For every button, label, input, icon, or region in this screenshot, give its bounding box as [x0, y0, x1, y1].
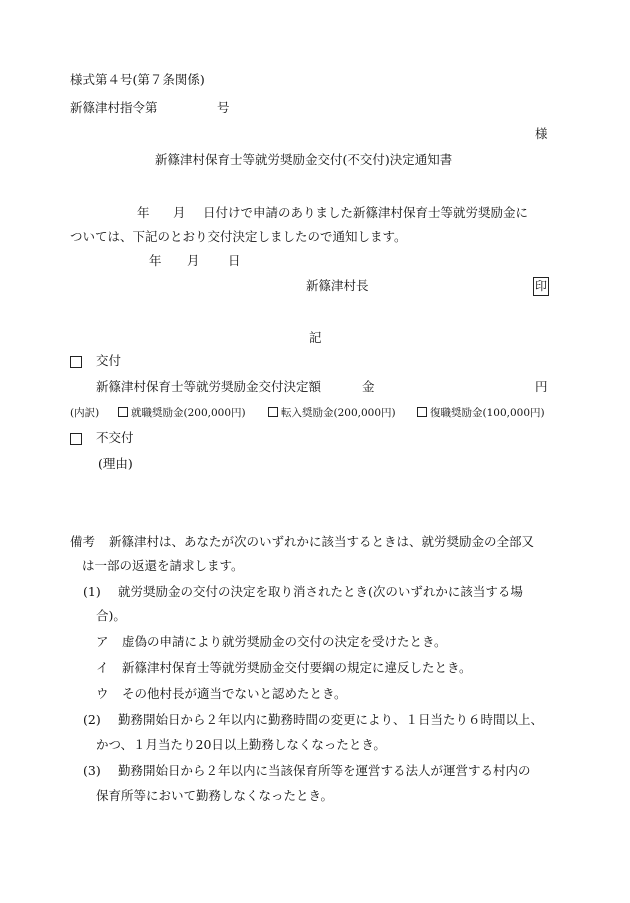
item-3-number: (3) [83, 763, 101, 778]
nongrant-label: 不交付 [96, 430, 134, 445]
issue-month: 月 [187, 253, 200, 268]
relocation-checkbox[interactable] [268, 407, 278, 417]
item-1-line-2: 合)。 [96, 608, 126, 623]
document-title: 新篠津村保育士等就労奨励金交付(不交付)決定通知書 [155, 152, 453, 167]
sub-u-mark: ウ [96, 686, 109, 701]
seal-box: 印 [533, 277, 549, 296]
item-1-number: (1) [83, 584, 101, 599]
item-2-line-2: かつ、１月当たり20日以上勤務しなくなったとき。 [96, 737, 386, 752]
sub-i-mark: イ [96, 660, 109, 675]
breakdown-label: (内訳) [70, 407, 100, 419]
reason-label: (理由) [98, 456, 133, 471]
sub-a-text: 虚偽の申請により就労奨励金の交付の決定を受けたとき。 [122, 634, 447, 649]
sub-u-text: その他村長が適当でないと認めたとき。 [122, 686, 347, 701]
ki-heading: 記 [309, 330, 322, 345]
issue-day: 日 [228, 253, 241, 268]
sub-i-text: 新篠津村保育士等就労奨励金交付要綱の規定に違反したとき。 [122, 660, 472, 675]
item-1-line-1: 就労奨励金の交付の決定を取り消されたとき(次のいずれかに該当する場 [118, 584, 523, 599]
sub-a-mark: ア [96, 634, 109, 649]
grant-label: 交付 [96, 353, 122, 368]
breakdown-item-label: 転入奨励金(200,000円) [281, 407, 396, 419]
item-2-number: (2) [83, 712, 101, 727]
breakdown-item-employment [118, 405, 246, 421]
employment-checkbox[interactable] [118, 407, 128, 417]
item-3-line-2: 保育所等において勤務しなくなったとき。 [96, 788, 334, 803]
reemployment-checkbox[interactable] [417, 407, 427, 417]
grant-yen: 円 [535, 379, 548, 394]
application-year: 年 [137, 205, 150, 220]
addressee-suffix: 様 [535, 126, 548, 141]
directive-prefix: 新篠津村指令第 [70, 100, 158, 115]
directive-suffix: 号 [217, 100, 230, 115]
remarks-intro-1: 新篠津村は、あなたが次のいずれかに該当するときは、就労奨励金の全部又 [109, 534, 535, 549]
issuer-name: 新篠津村長 [306, 278, 369, 293]
body-line-2: ついては、下記のとおり交付決定しましたので通知します。 [70, 229, 407, 244]
application-month: 月 [173, 205, 186, 220]
breakdown-item-label: 就職奨励金(200,000円) [131, 407, 246, 419]
remarks-intro-2: は一部の返還を請求します。 [82, 558, 244, 573]
grant-amount-label: 新篠津村保育士等就労奨励金交付決定額 [96, 379, 322, 394]
issue-year: 年 [149, 253, 162, 268]
breakdown-item-relocation [268, 405, 396, 421]
item-2-line-1: 勤務開始日から２年以内に勤務時間の変更により、１日当たり６時間以上、 [118, 712, 544, 727]
body-line-1: 日付けで申請のありました新篠津村保育士等就労奨励金に [203, 205, 529, 220]
grant-kin: 金 [362, 379, 375, 394]
breakdown-item-reemployment [417, 405, 545, 421]
grant-checkbox[interactable] [70, 356, 82, 368]
form-number: 様式第４号(第７条関係) [70, 72, 205, 87]
nongrant-checkbox[interactable] [70, 433, 82, 445]
remarks-heading: 備考 [70, 534, 96, 549]
item-3-line-1: 勤務開始日から２年以内に当該保育所等を運営する法人が運営する村内の [118, 763, 531, 778]
breakdown-item-label: 復職奨励金(100,000円) [430, 407, 545, 419]
